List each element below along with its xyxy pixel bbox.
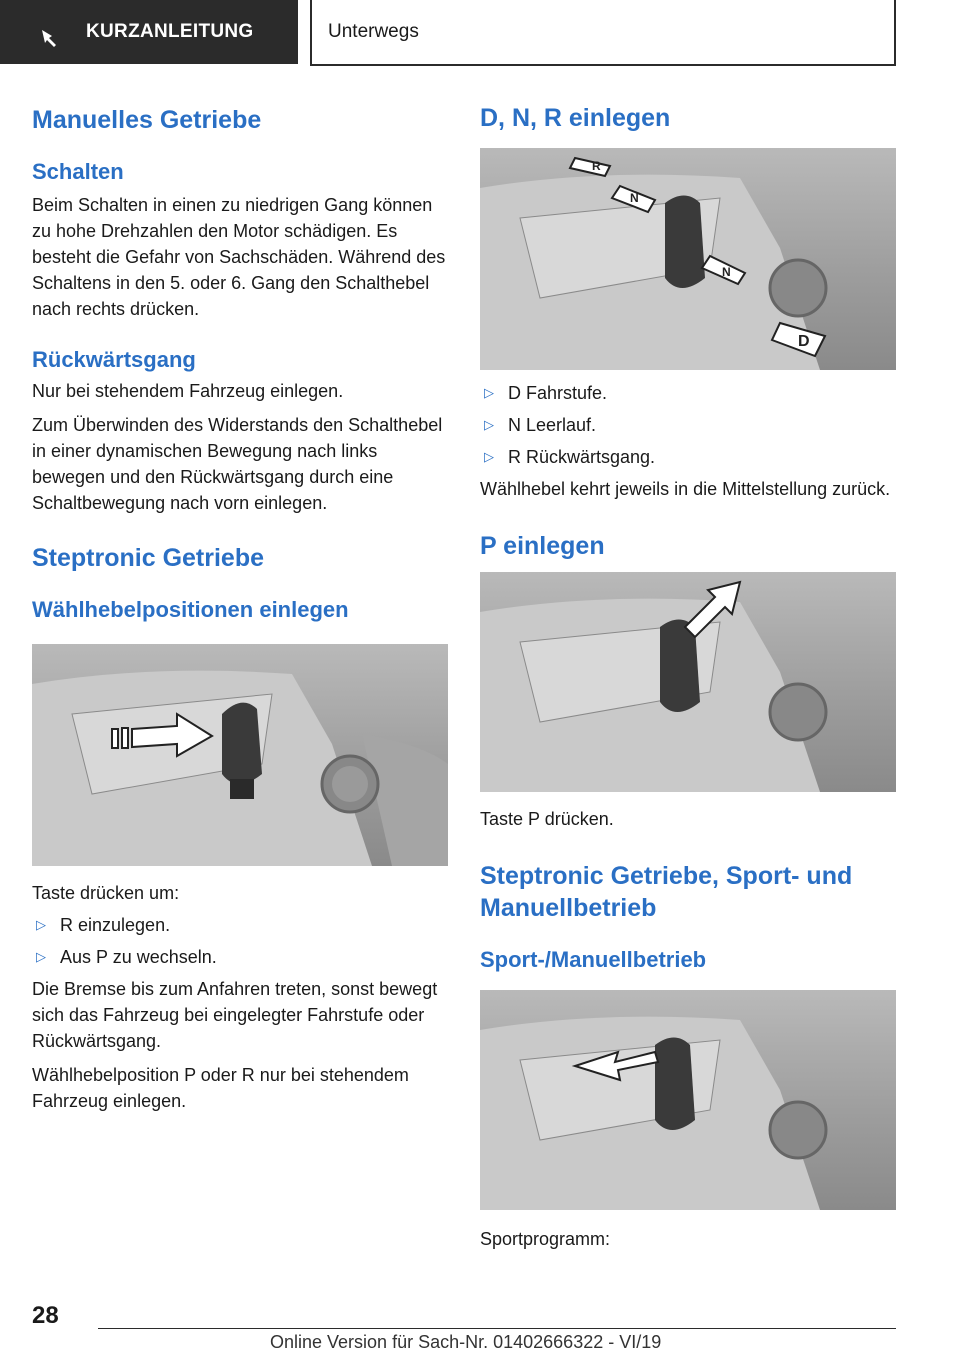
heading-steptronic: Steptronic Getriebe	[32, 544, 264, 572]
selector-lever-photo-sport	[480, 990, 896, 1210]
text-kehrt: Wählhebel kehrt jeweils in die Mittelstellung zurück.	[480, 479, 891, 499]
bullet-item	[480, 380, 896, 406]
bullet-item	[32, 944, 448, 970]
heading-rueckwaertsgang: Rückwärtsgang	[32, 347, 196, 372]
header-section-label: KURZANLEITUNG	[86, 21, 254, 42]
bullet-triangle-icon: ▷	[484, 385, 494, 400]
text-bremse: Die Bremse bis zum Anfahren treten, sonst bewegt sich das Fahrzeug bei eingelegter Fahrstufe oder Rückwärtsgang.	[32, 979, 438, 1051]
header-chapter-label: Unterwegs	[328, 21, 419, 42]
figure-label-d: D	[798, 333, 810, 350]
heading-sport-sub: Sport-/Manuellbetrieb	[480, 947, 707, 972]
bullet-triangle-icon: ▷	[36, 917, 46, 932]
figure-label-n-bottom: N	[722, 265, 731, 279]
selector-lever-photo-p	[480, 572, 896, 792]
text-taste-p: Taste P drücken.	[480, 809, 614, 829]
bullet-triangle-icon: ▷	[484, 449, 494, 464]
bullet-item	[480, 412, 896, 438]
bullet-triangle-icon: ▷	[36, 949, 46, 964]
footer-divider	[98, 1328, 896, 1329]
selector-lever-photo-1	[32, 644, 448, 866]
text-position: Wählhebelposition P oder R nur bei stehendem Fahrzeug einlegen.	[32, 1065, 409, 1111]
bullet-text: Aus P zu wechseln.	[60, 947, 217, 967]
right-column	[480, 100, 896, 1252]
figure-label-n-top: N	[630, 191, 639, 205]
text-sportprogramm: Sportprogramm:	[480, 1229, 611, 1249]
heading-schalten: Schalten	[32, 159, 124, 184]
bullet-triangle-icon: ▷	[484, 417, 494, 432]
header-section-tab	[0, 0, 298, 64]
text-taste-druecken: Taste drücken um:	[32, 883, 180, 903]
heading-dnr: D, N, R einlegen	[480, 104, 671, 132]
text-schalten: Beim Schalten in einen zu niedrigen Gang können zu hohe Drehzahlen den Motor schädigen. Es besteht die Gefahr von Sachschäden. Während des Schaltens in den 5. oder 6. Gang den Schalthebel nach rechts drücken.	[32, 195, 446, 319]
quick-guide-icon	[40, 28, 62, 50]
header-chapter	[310, 0, 896, 66]
heading-waehlhebel: Wählhebelpositionen einlegen	[32, 597, 349, 622]
bullet-item	[32, 912, 448, 938]
figure-label-r: R	[592, 159, 601, 173]
footer-online-version: Online Version für Sach-Nr. 01402666322 - VI/19	[270, 1332, 662, 1352]
bullet-text: R Rückwärtsgang.	[508, 447, 656, 467]
bullet-item	[480, 444, 896, 470]
left-column	[32, 100, 448, 1114]
bullet-text: N Leerlauf.	[508, 415, 597, 435]
bullet-text: D Fahrstufe.	[508, 383, 608, 403]
heading-p-einlegen: P einlegen	[480, 532, 605, 560]
bullet-text: R einzulegen.	[60, 915, 171, 935]
text-rueck-2: Zum Überwinden des Widerstands den Schalthebel in einer dynamischen Bewegung nach links bewegen und den Rückwärtsgang durch eine Schaltbewegung nach vorn einlegen.	[32, 415, 443, 513]
selector-lever-photo-dnr	[480, 148, 896, 370]
page-number: 28	[32, 1302, 59, 1329]
heading-sport-manuell: Steptronic Getriebe, Sport- und Manuellbetrieb	[480, 862, 853, 922]
heading-manuelles-getriebe: Manuelles Getriebe	[32, 106, 262, 134]
text-rueck-1: Nur bei stehendem Fahrzeug einlegen.	[32, 381, 344, 401]
